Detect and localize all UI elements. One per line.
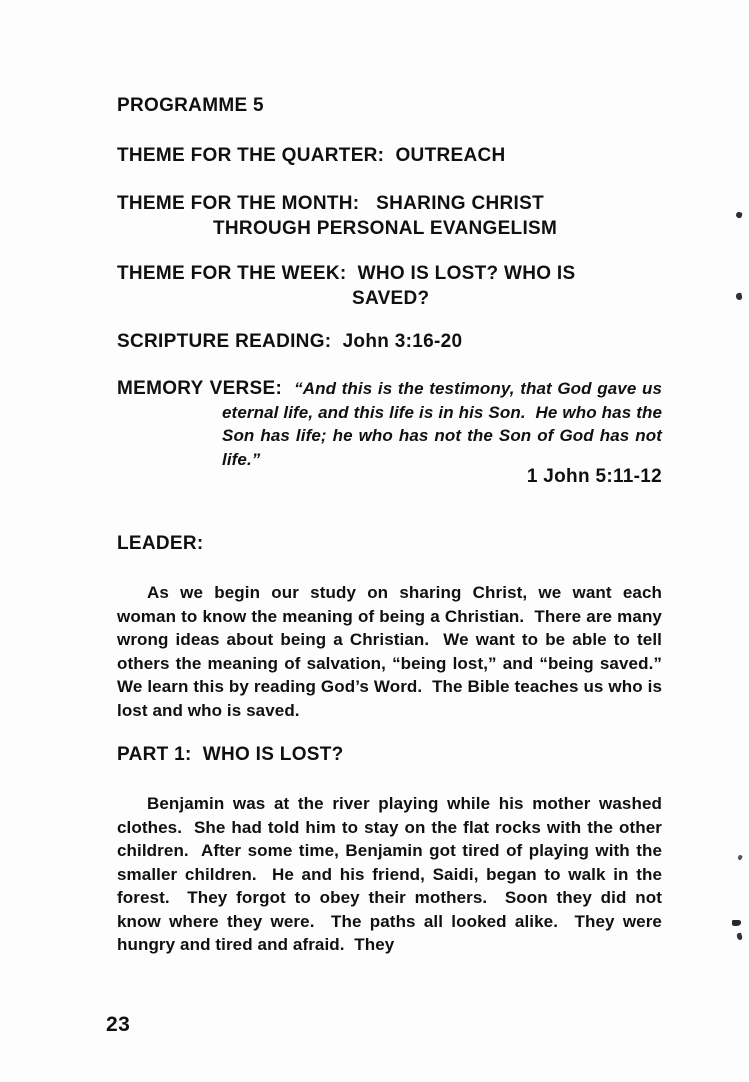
leader-paragraph: As we begin our study on sharing Christ, we want each woman to know the meaning of being a Christian. There are many wrong ideas about being a Christian. We want to be able to tell others the meaning of salvation, “being lost,” and “being saved.” We learn this by reading God’s Word. The Bible teaches us who is lost and who is saved.	[117, 583, 672, 720]
memory-verse-block	[117, 377, 667, 471]
memory-verse-text: “And this is the testimony, that God gave us eternal life, and this life is in his Son. He who has the Son has life; he who has not the Son of God has not life.”	[222, 379, 667, 469]
part1-paragraph: Benjamin was at the river playing while his mother washed clothes. She had told him to stay on the flat rocks with the other children. After some time, Benjamin got tired of playing with the smaller children. He and his friend, Saidi, began to walk in the forest. They forgot to obey their mothers. Soon they did not know where they were. The paths all looked alike. They were hungry and tired and afraid. They	[117, 794, 667, 954]
theme-month-heading-line1: THEME FOR THE MONTH: SHARING CHRIST	[117, 193, 544, 214]
page-number: 23	[106, 1013, 131, 1036]
scan-speck	[732, 920, 741, 926]
programme-heading: PROGRAMME 5	[117, 95, 264, 116]
theme-week-heading-line1: THEME FOR THE WEEK: WHO IS LOST? WHO IS	[117, 263, 576, 284]
scan-speck	[737, 854, 743, 860]
theme-quarter-heading: THEME FOR THE QUARTER: OUTREACH	[117, 145, 506, 166]
theme-month-heading-line2: THROUGH PERSONAL EVANGELISM	[213, 218, 558, 239]
scan-speck	[736, 932, 743, 940]
scan-speck	[735, 211, 743, 219]
memory-verse-reference: 1 John 5:11-12	[526, 466, 662, 487]
scripture-reading-line: SCRIPTURE READING: John 3:16-20	[117, 331, 463, 352]
scan-speck	[735, 293, 742, 301]
memory-verse-label: MEMORY VERSE:	[117, 378, 283, 399]
leader-heading: LEADER:	[117, 533, 204, 554]
theme-week-heading-line2: SAVED?	[352, 288, 430, 309]
part1-heading: PART 1: WHO IS LOST?	[117, 744, 344, 765]
